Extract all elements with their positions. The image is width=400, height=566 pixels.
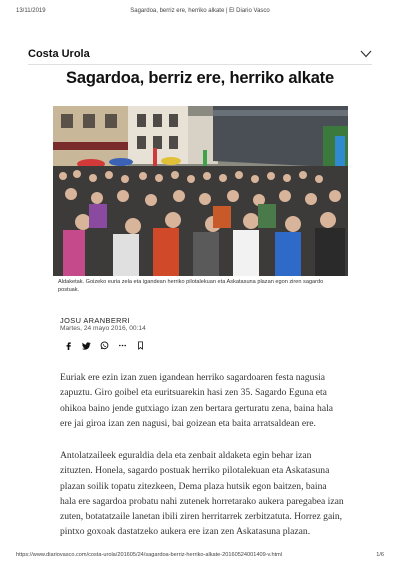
bookmark-icon[interactable] [136, 341, 145, 350]
photo-caption: Aldaketak. Goizeko euria zela eta igandean herriko pilotalekuan eta Askatasuna plazan egon ziren sagardo postuak. [58, 279, 324, 293]
page-url: https://www.diariovasco.com/costa-urola/201605/24/sagardoa-berriz-herriko-alkate-20160524001409-v.html [16, 552, 283, 558]
section-bar [28, 44, 372, 65]
page-number: 1/6 [376, 552, 384, 558]
whatsapp-icon[interactable] [100, 341, 109, 350]
crowd-photo-illustration [53, 106, 348, 276]
section-name[interactable]: Costa Urola [28, 48, 90, 60]
chevron-down-icon[interactable] [360, 49, 372, 59]
print-title: Sagardoa, berriz ere, herriko alkate | El Diario Vasco [130, 8, 270, 14]
article-date: Martes, 24 mayo 2016, 00:14 [60, 325, 146, 332]
print-footer [16, 552, 384, 558]
share-toolbar [64, 341, 145, 350]
print-date: 13/11/2019 [16, 8, 46, 14]
article-headline: Sagardoa, berriz ere, herriko alkate [66, 69, 334, 87]
facebook-icon[interactable] [64, 341, 73, 350]
more-icon[interactable] [118, 341, 127, 350]
twitter-icon[interactable] [82, 341, 91, 350]
article-photo [53, 106, 348, 276]
article-paragraph: Euriak ere ezin izan zuen igandean herriko sagardoaren festa nagusia zapuztu. Giro goibel eta euritsuarekin hasi zen 35. Sagardo Eguna eta ohikoa baino jende gutxiago izan zen bertara gerturatu zena, baina hala ere jai giroa izan zen nagusi, bai goizean eta baita arratsaldean ere. [60, 372, 334, 429]
print-header [16, 8, 384, 14]
article-paragraph: Antolatzaileek eguraldia dela eta zenbait aldaketa egin behar izan zituzten. Honela, sagardo postuak herriko pilotalekuan eta Askatasuna plazan soilik topatu zitezkeen, Dema plaza hutsik egon baitzen, baina hala ere sagardoa probatu nahi zutenek horretarako aukera paregabea izan zuten, botatatzaile lanetan ibili ziren herritarrek zerbitzatuta. Horrez gain, pintxo goxoak dastatzeko aukera ere izan zen Askatasuna plazan. [60, 450, 344, 538]
article-author[interactable]: JOSU ARANBERRI [60, 316, 131, 325]
